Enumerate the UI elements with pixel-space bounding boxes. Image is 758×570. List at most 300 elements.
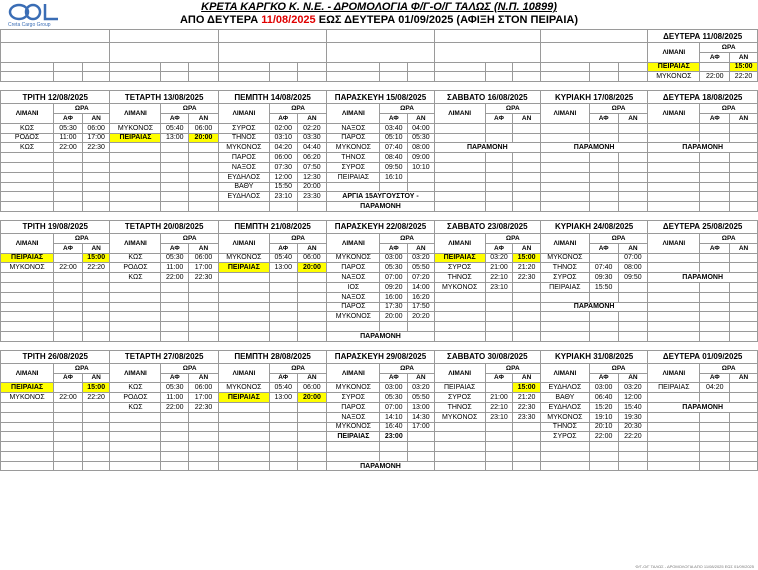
empty-cell (485, 153, 513, 163)
empty-cell (54, 182, 83, 192)
dep-cell: 23:10 (485, 282, 513, 292)
port-cell: ΠΕΙΡΑΙΑΣ (434, 253, 485, 263)
spacer-cell (730, 341, 758, 350)
empty-cell (54, 282, 83, 292)
empty-cell (618, 442, 648, 452)
empty-cell (485, 331, 513, 341)
dep-cell: 07:40 (380, 143, 408, 153)
port-cell: ΝΑΞΟΣ (327, 412, 380, 422)
table-row (1, 182, 758, 192)
empty-cell (297, 72, 327, 82)
spacer-cell (618, 82, 648, 91)
spacer-cell (218, 341, 269, 350)
spacer-cell (218, 211, 269, 220)
empty-cell (485, 72, 513, 82)
empty-cell (589, 153, 618, 163)
empty-cell (513, 292, 541, 302)
empty-cell (730, 412, 758, 422)
empty-cell (700, 322, 730, 332)
empty-cell (1, 153, 54, 163)
time-header: ΩΡΑ (161, 104, 218, 114)
dep-cell: 22:10 (485, 402, 513, 412)
empty-cell (589, 312, 618, 322)
port-cell: ΠΕΙΡΑΙΑΣ (1, 383, 54, 393)
empty-cell (618, 202, 648, 212)
empty-cell (513, 182, 541, 192)
empty-cell (618, 153, 648, 163)
port-cell: ΚΩΣ (110, 273, 161, 283)
arr-cell (408, 432, 435, 442)
spacer-cell (700, 211, 730, 220)
empty-cell (54, 442, 83, 452)
empty-cell (618, 62, 648, 72)
day-header: ΤΕΤΑΡΤΗ 13/08/2025 (110, 91, 218, 104)
empty-cell (434, 162, 485, 172)
empty-cell (161, 162, 189, 172)
spacer-cell (297, 211, 327, 220)
spacer-cell (269, 341, 297, 350)
empty-cell (730, 202, 758, 212)
empty-cell (54, 172, 83, 182)
port-cell: ΤΗΝΟΣ (540, 422, 589, 432)
dep-cell: 22:00 (589, 432, 618, 442)
empty-cell (540, 43, 647, 63)
empty-cell (189, 312, 219, 322)
dep-cell: 22:00 (54, 143, 83, 153)
empty-cell (380, 182, 408, 192)
empty-cell (269, 72, 297, 82)
time-header: ΩΡΑ (700, 43, 758, 53)
arr-cell: 19:30 (618, 412, 648, 422)
port-cell: ΚΩΣ (1, 143, 54, 153)
empty-cell (540, 62, 589, 72)
empty-cell (54, 192, 83, 202)
arr-cell: 17:00 (82, 133, 110, 143)
empty-cell (110, 72, 161, 82)
arr-cell: 20:00 (297, 263, 327, 273)
arr-cell: 10:10 (408, 162, 435, 172)
day-header-row (1, 220, 758, 233)
page-title: ΚΡΕΤΑ ΚΑΡΓΚΟ Κ. Ν.Ε. - ΔΡΟΜΟΛΟΓΙΑ Φ/Γ-Ο/Γ ΤΑΛΩΣ (Ν.Π. 10899) (201, 1, 557, 13)
spacer-cell (82, 82, 110, 91)
day-header: ΔΕΥΤΕΡΑ 25/08/2025 (648, 220, 758, 233)
arr-cell: 17:00 (189, 263, 219, 273)
day-header: ΤΡΙΤΗ 19/08/2025 (1, 220, 110, 233)
empty-cell (82, 292, 110, 302)
empty-cell (540, 192, 589, 202)
arr-cell: 21:20 (513, 393, 541, 403)
empty-cell (589, 162, 618, 172)
empty-cell (648, 312, 700, 322)
empty-cell (189, 322, 219, 332)
empty-cell (730, 422, 758, 432)
arr-cell: 20:00 (189, 133, 219, 143)
arr-cell: 05:50 (408, 393, 435, 403)
dep-cell: 05:40 (269, 253, 297, 263)
empty-cell (82, 72, 110, 82)
arr-cell: 06:00 (297, 253, 327, 263)
arr-cell: 15:00 (513, 383, 541, 393)
empty-cell (408, 451, 435, 461)
empty-cell (110, 422, 161, 432)
arr-header: ΑΝ (189, 113, 219, 123)
empty-cell (730, 172, 758, 182)
port-cell: ΜΥΚΟΝΟΣ (218, 253, 269, 263)
empty-cell (589, 451, 618, 461)
empty-cell (700, 331, 730, 341)
empty-cell (297, 422, 327, 432)
dep-cell: 20:10 (589, 422, 618, 432)
empty-cell (485, 172, 513, 182)
empty-cell (648, 123, 700, 133)
empty-cell (1, 412, 54, 422)
dep-cell: 03:20 (485, 253, 513, 263)
day-header: ΤΡΙΤΗ 26/08/2025 (1, 350, 110, 363)
empty-cell (54, 432, 83, 442)
empty-cell (189, 202, 219, 212)
arr-cell: 08:00 (408, 143, 435, 153)
dep-cell (54, 383, 83, 393)
day-header: ΚΥΡΙΑΚΗ 24/08/2025 (540, 220, 647, 233)
arr-cell (408, 172, 435, 182)
dep-cell: 20:00 (380, 312, 408, 322)
empty-cell (485, 302, 513, 312)
empty-cell (700, 202, 730, 212)
dep-cell: 03:00 (589, 383, 618, 393)
empty-cell (1, 302, 54, 312)
empty-cell (434, 192, 485, 202)
port-cell: ΚΩΣ (1, 123, 54, 133)
empty-cell (54, 312, 83, 322)
arr-cell: 22:20 (730, 72, 758, 82)
port-cell: ΠΑΡΟΣ (327, 302, 380, 312)
port-cell: ΜΥΚΟΝΟΣ (110, 123, 161, 133)
empty-cell (161, 302, 189, 312)
port-cell: ΙΟΣ (327, 282, 380, 292)
dep-header: ΑΦ (700, 113, 730, 123)
empty-cell (327, 451, 380, 461)
dep-cell: 05:30 (380, 393, 408, 403)
empty-cell (110, 442, 161, 452)
empty-cell (218, 442, 269, 452)
empty-cell (700, 133, 730, 143)
empty-cell (434, 331, 485, 341)
empty-cell (700, 162, 730, 172)
dep-header: ΑΦ (380, 243, 408, 253)
port-cell: ΣΥΡΟΣ (540, 432, 589, 442)
spacer-cell (189, 211, 219, 220)
port-cell: ΠΕΙΡΑΙΑΣ (218, 263, 269, 273)
empty-cell (513, 422, 541, 432)
dep-cell: 16:10 (380, 172, 408, 182)
spacer-cell (589, 82, 618, 91)
note-cell: ΠΑΡΑΜΟΝΗ (327, 331, 434, 341)
note-cell: ΠΑΡΑΜΟΝΗ (540, 143, 647, 153)
empty-cell (513, 451, 541, 461)
empty-cell (485, 442, 513, 452)
column-header-row (1, 104, 758, 114)
port-cell: ΜΥΚΟΝΟΣ (434, 282, 485, 292)
empty-cell (434, 322, 485, 332)
port-header: ΛΙΜΑΝΙ (648, 43, 700, 63)
day-header (218, 30, 326, 43)
dep-header: ΑΦ (700, 52, 730, 62)
dep-header: ΑΦ (54, 243, 83, 253)
spacer-cell (54, 341, 83, 350)
arr-cell: 07:50 (297, 162, 327, 172)
port-header: ΛΙΜΑΝΙ (434, 233, 485, 253)
empty-cell (540, 153, 589, 163)
spacer-cell (218, 82, 269, 91)
empty-cell (485, 322, 513, 332)
port-header: ΛΙΜΑΝΙ (648, 104, 700, 124)
dep-cell: 23:10 (485, 412, 513, 422)
dep-cell: 21:00 (485, 393, 513, 403)
arr-cell: 05:50 (408, 263, 435, 273)
empty-cell (54, 162, 83, 172)
empty-cell (82, 62, 110, 72)
arr-header: ΑΝ (513, 113, 541, 123)
spacer-cell (513, 211, 541, 220)
empty-cell (189, 153, 219, 163)
empty-cell (297, 412, 327, 422)
day-header: ΠΕΜΠΤΗ 21/08/2025 (218, 220, 326, 233)
dep-cell: 23:00 (380, 432, 408, 442)
port-cell: ΕΥΔΗΛΟΣ (540, 383, 589, 393)
table-row (1, 461, 758, 471)
empty-cell (434, 123, 485, 133)
arr-cell: 22:20 (82, 263, 110, 273)
empty-cell (189, 292, 219, 302)
spacer-cell (408, 211, 435, 220)
empty-cell (485, 202, 513, 212)
empty-cell (730, 312, 758, 322)
empty-cell (161, 322, 189, 332)
empty-cell (161, 182, 189, 192)
arr-cell: 20:30 (618, 422, 648, 432)
spacer-cell (730, 82, 758, 91)
arr-header: ΑΝ (82, 113, 110, 123)
dep-cell: 05:40 (161, 123, 189, 133)
port-cell: ΣΥΡΟΣ (327, 393, 380, 403)
arr-cell: 15:00 (82, 383, 110, 393)
time-header: ΩΡΑ (589, 363, 647, 373)
port-cell: ΡΟΔΟΣ (110, 393, 161, 403)
day-header (1, 30, 110, 43)
port-cell: ΤΗΝΟΣ (540, 263, 589, 273)
dep-cell: 22:00 (54, 393, 83, 403)
empty-cell (589, 442, 618, 452)
empty-cell (161, 202, 189, 212)
empty-cell (700, 422, 730, 432)
port-header: ΛΙΜΑΝΙ (540, 104, 589, 124)
empty-cell (269, 422, 297, 432)
day-header (540, 30, 647, 43)
dep-cell: 02:00 (269, 123, 297, 133)
dep-cell: 06:40 (589, 393, 618, 403)
empty-cell (189, 451, 219, 461)
port-header: ΛΙΜΑΝΙ (1, 104, 54, 124)
arr-cell: 20:20 (408, 312, 435, 322)
empty-cell (648, 302, 700, 312)
empty-cell (54, 153, 83, 163)
arr-header: ΑΝ (408, 373, 435, 383)
empty-cell (1, 322, 54, 332)
column-header-row (1, 363, 758, 373)
empty-cell (110, 162, 161, 172)
dep-cell: 04:20 (700, 383, 730, 393)
spacer-cell (540, 211, 589, 220)
empty-cell (110, 192, 161, 202)
table-row (1, 153, 758, 163)
dep-cell: 03:40 (380, 123, 408, 133)
arr-header: ΑΝ (730, 113, 758, 123)
time-header: ΩΡΑ (54, 104, 110, 114)
empty-cell (189, 331, 219, 341)
empty-cell (589, 461, 618, 471)
empty-cell (380, 442, 408, 452)
empty-cell (730, 331, 758, 341)
empty-cell (540, 123, 589, 133)
empty-cell (161, 412, 189, 422)
empty-cell (269, 451, 297, 461)
dep-header: ΑΦ (485, 113, 513, 123)
spacer-cell (189, 341, 219, 350)
empty-cell (297, 273, 327, 283)
spacer-cell (269, 82, 297, 91)
spacer-row (1, 341, 758, 350)
empty-cell (730, 162, 758, 172)
empty-cell (589, 72, 618, 82)
empty-cell (540, 292, 589, 302)
dep-header: ΑΦ (161, 373, 189, 383)
empty-cell (161, 461, 189, 471)
spacer-cell (269, 211, 297, 220)
empty-cell (218, 72, 269, 82)
column-header-row (1, 43, 758, 53)
port-cell: ΝΑΞΟΣ (327, 292, 380, 302)
empty-cell (161, 192, 189, 202)
empty-cell (618, 123, 648, 133)
empty-cell (700, 153, 730, 163)
port-cell: ΜΥΚΟΝΟΣ (218, 383, 269, 393)
empty-cell (1, 451, 54, 461)
arr-cell (618, 282, 648, 292)
dep-cell: 05:30 (54, 123, 83, 133)
port-header: ΛΙΜΑΝΙ (434, 104, 485, 124)
empty-cell (618, 292, 648, 302)
column-header-row (1, 233, 758, 243)
arr-header: ΑΝ (730, 52, 758, 62)
empty-cell (297, 402, 327, 412)
arr-cell: 14:00 (408, 282, 435, 292)
arr-cell: 06:00 (189, 253, 219, 263)
table-row (1, 72, 758, 82)
spacer-cell (513, 82, 541, 91)
port-header: ΛΙΜΑΝΙ (110, 363, 161, 383)
spacer-cell (618, 211, 648, 220)
day-header-row (1, 350, 758, 363)
note-cell: ΠΑΡΑΜΟΝΗ (434, 143, 540, 153)
spacer-cell (327, 211, 380, 220)
empty-cell (54, 202, 83, 212)
note-cell: ΠΑΡΑΜΟΝΗ (540, 302, 647, 312)
empty-cell (730, 461, 758, 471)
arr-cell: 03:20 (618, 383, 648, 393)
empty-cell (730, 263, 758, 273)
empty-cell (218, 432, 269, 442)
port-cell: ΕΥΔΗΛΟΣ (218, 192, 269, 202)
arr-header: ΑΝ (189, 373, 219, 383)
arr-cell: 14:30 (408, 412, 435, 422)
empty-cell (218, 331, 269, 341)
empty-cell (589, 322, 618, 332)
empty-cell (161, 442, 189, 452)
port-header: ΛΙΜΑΝΙ (648, 233, 700, 253)
empty-cell (434, 172, 485, 182)
port-cell: ΜΥΚΟΝΟΣ (327, 312, 380, 322)
empty-cell (1, 192, 54, 202)
port-cell: ΜΥΚΟΝΟΣ (648, 72, 700, 82)
empty-cell (189, 282, 219, 292)
empty-cell (434, 422, 485, 432)
dep-cell: 09:50 (380, 162, 408, 172)
empty-cell (1, 273, 54, 283)
empty-cell (700, 442, 730, 452)
dep-cell: 03:00 (380, 383, 408, 393)
table-row (1, 273, 758, 283)
port-cell: ΤΗΝΟΣ (434, 273, 485, 283)
spacer-cell (540, 341, 589, 350)
spacer-cell (110, 82, 161, 91)
day-header: ΔΕΥΤΕΡΑ 11/08/2025 (648, 30, 758, 43)
empty-cell (327, 43, 434, 63)
footer-note: Φ/Γ-Ο/Γ ΤΑΛΩΣ - ΔΡΟΜΟΛΟΓΙΑ ΑΠΟ 11/08/2025 ΕΩΣ 01/09/2025 (635, 564, 754, 569)
empty-cell (297, 331, 327, 341)
spacer-cell (408, 341, 435, 350)
empty-cell (189, 442, 219, 452)
table-row (1, 442, 758, 452)
note-cell: ΠΑΡΑΜΟΝΗ (648, 143, 758, 153)
empty-cell (54, 412, 83, 422)
port-cell: ΠΕΙΡΑΙΑΣ (327, 432, 380, 442)
dep-cell: 15:50 (589, 282, 618, 292)
table-row (1, 162, 758, 172)
empty-cell (82, 412, 110, 422)
empty-cell (1, 312, 54, 322)
arr-cell: 22:30 (189, 273, 219, 283)
day-header (434, 30, 540, 43)
port-cell: ΠΕΙΡΑΙΑΣ (648, 383, 700, 393)
port-cell: ΜΥΚΟΝΟΣ (434, 412, 485, 422)
empty-cell (161, 153, 189, 163)
table-row (1, 402, 758, 412)
dep-cell: 07:30 (269, 162, 297, 172)
spacer-cell (1, 341, 54, 350)
empty-cell (218, 292, 269, 302)
dep-cell: 05:30 (161, 383, 189, 393)
empty-cell (700, 412, 730, 422)
arr-header: ΑΝ (618, 373, 648, 383)
empty-cell (618, 461, 648, 471)
empty-cell (110, 312, 161, 322)
empty-cell (540, 72, 589, 82)
empty-cell (700, 282, 730, 292)
empty-cell (513, 172, 541, 182)
port-header: ΛΙΜΑΝΙ (110, 104, 161, 124)
day-header (110, 30, 218, 43)
dep-cell: 22:00 (161, 402, 189, 412)
